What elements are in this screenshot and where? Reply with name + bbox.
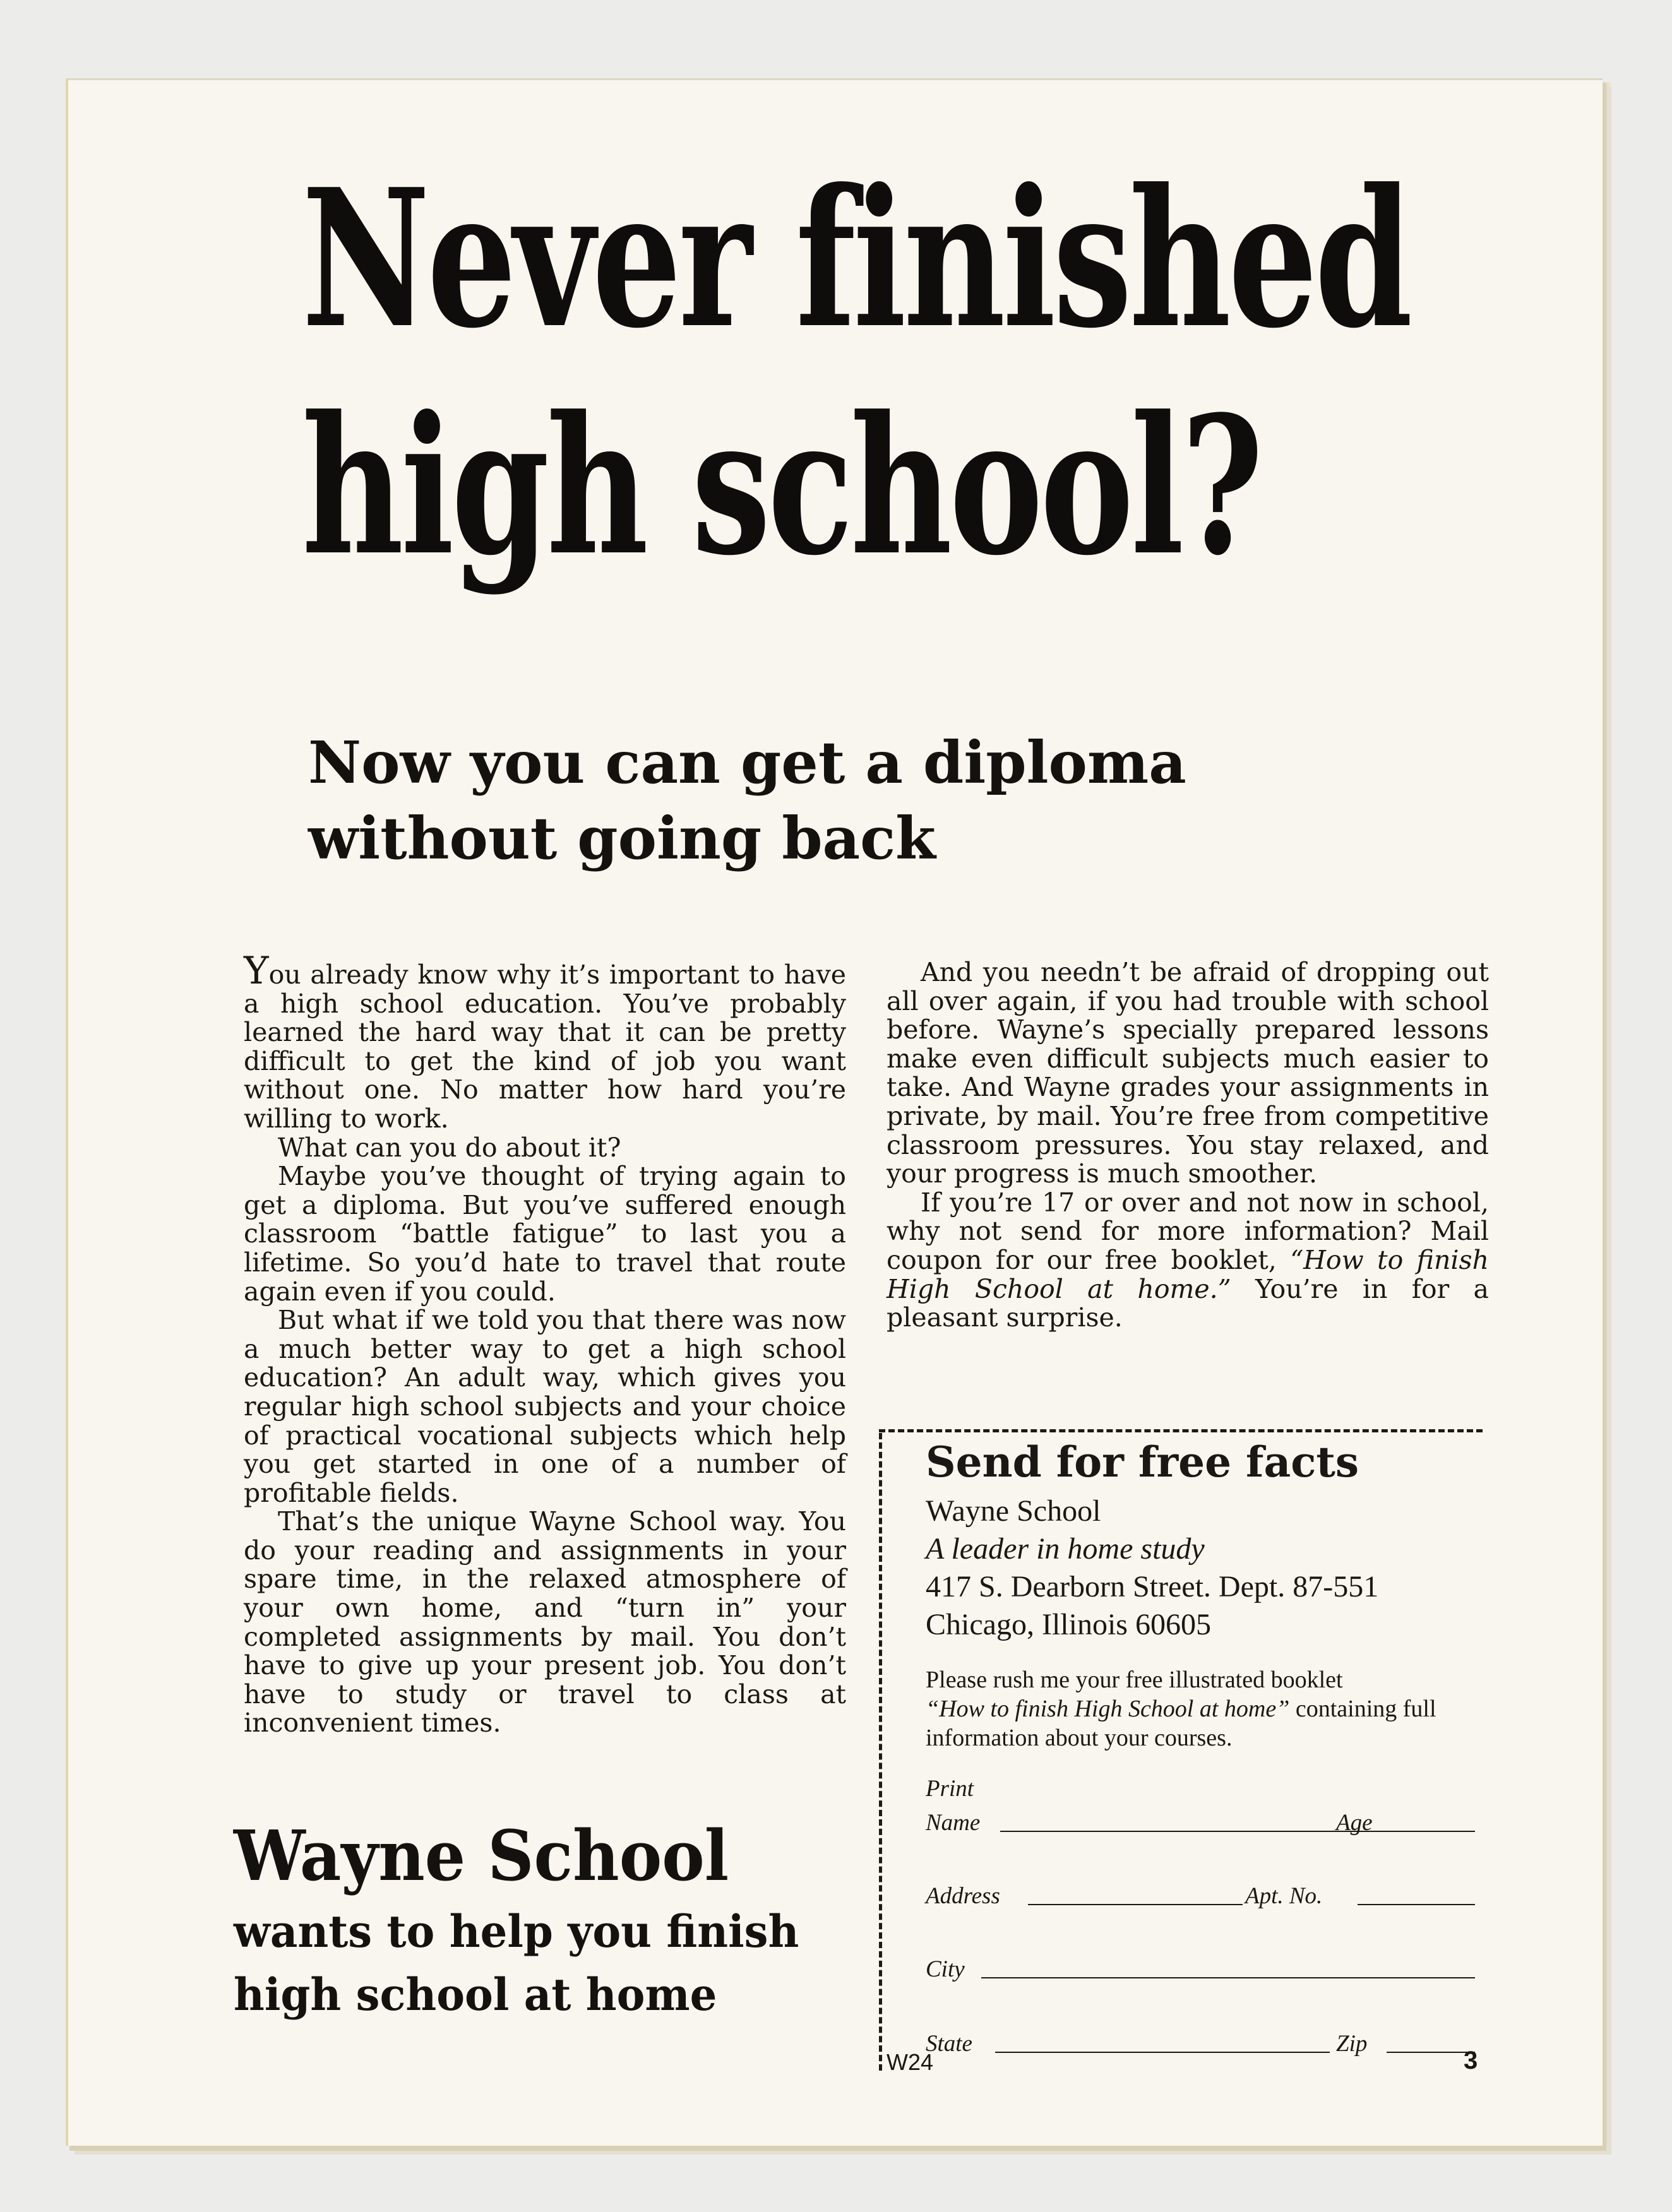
- address-field[interactable]: [1028, 1904, 1243, 1905]
- headline: [302, 145, 1410, 600]
- age-label: Age: [1336, 1810, 1373, 1836]
- subheadline-line-2: without going back: [308, 804, 936, 872]
- subheadline: [308, 725, 1318, 876]
- subheadline-line-1: Now you can get a diploma: [308, 728, 1186, 797]
- body-column-right: [887, 958, 1489, 1333]
- city-label: City: [926, 1956, 965, 1982]
- headline-line-2: high school?: [302, 374, 1261, 597]
- form-row-name: [926, 1804, 1481, 1836]
- coupon-address: 417 S. Dearborn Street. Dept. 87-551: [926, 1570, 1379, 1603]
- body-paragraph: And you needn’t be afraid of dropping out all over again, if you had trouble with school before. Wayne’s specially prepared lessons make even difficult subjects much easier to take. And Wayne grades your assignments in private, by mail. You’re free from competitive classroom pressures. You stay relaxed, and your progress is much smoother.: [887, 957, 1489, 1189]
- zip-field[interactable]: [1387, 2052, 1475, 2053]
- coupon-tagline: A leader in home study: [926, 1532, 1205, 1566]
- body-paragraph: You already know why it’s important to have a high school education. You’ve probably learned the hard way that it can be pretty difficult to get the kind of job you want without one. No matter how hard you’re willing to work.: [244, 949, 846, 1134]
- body-column-left: [244, 949, 846, 1739]
- headline-line-1: Never finished: [302, 147, 1410, 370]
- body-paragraph: Maybe you’ve thought of trying again to get a diploma. But you’ve suffered enough classroom “battle fatigue” to last you a lifetime. So you’d hate to travel that route again even if you could.: [244, 1161, 846, 1307]
- coupon-title: Send for free facts: [926, 1437, 1359, 1487]
- body-paragraph: What can you do about it?: [278, 1132, 621, 1163]
- coupon: [926, 1432, 1481, 1752]
- city-field[interactable]: [981, 1977, 1475, 1978]
- coupon-city: Chicago, Illinois 60605: [926, 1608, 1211, 1641]
- body-paragraph: But what if we told you that there was now a much better way to get a high school education? An adult way, which gives you regular high school subjects and your choice of practical vocational subjects which help you get started in one of a number of profitable fields.: [244, 1305, 846, 1508]
- form-row-city: [926, 1951, 1481, 1982]
- promo-tagline: wants to help you finish high school at home: [234, 1905, 799, 2021]
- body-paragraph: That’s the unique Wayne School way. You do your reading and assignments in your spare time, in the relaxed atmosphere of your own home, and “turn in” your completed assignments by mail. You don’t have to give up your present job. You don’t have to study or travel to class at inconvenient times.: [244, 1506, 846, 1739]
- body-paragraph: If you’re 17 or over and not now in school, why not send for more information? Mail coupon for our free booklet, “How to finish High School at home.” You’re in for a pleasant surprise.: [887, 1187, 1489, 1333]
- form-row-state: [926, 2025, 1481, 2057]
- promo-title: Wayne School: [234, 1815, 729, 1896]
- address-label: Address: [926, 1883, 1000, 1909]
- coupon-request-text: Please rush me your free illustrated booklet “How to finish High School at home” containing full information about your courses.: [926, 1667, 1436, 1751]
- apt-no-label: Apt. No.: [1245, 1883, 1323, 1909]
- coupon-school-name: Wayne School: [926, 1494, 1101, 1528]
- print-label: Print: [926, 1776, 974, 1802]
- state-label: State: [926, 2031, 972, 2057]
- coupon-dashed-border-left: [879, 1433, 882, 2071]
- booklet-title: “How to finish High School at home.”: [887, 1244, 1489, 1304]
- page-edge-strip: [1603, 82, 1611, 2140]
- zip-label: Zip: [1336, 2031, 1368, 2057]
- form-row-address: [926, 1877, 1481, 1909]
- state-field[interactable]: [995, 2052, 1330, 2053]
- name-label: Name: [926, 1810, 981, 1836]
- age-field[interactable]: [1388, 1831, 1475, 1832]
- footer-code: W24: [887, 2049, 934, 2075]
- drop-cap: Y: [244, 949, 269, 993]
- page-number: 3: [1464, 2047, 1478, 2074]
- apt-no-field[interactable]: [1358, 1904, 1475, 1905]
